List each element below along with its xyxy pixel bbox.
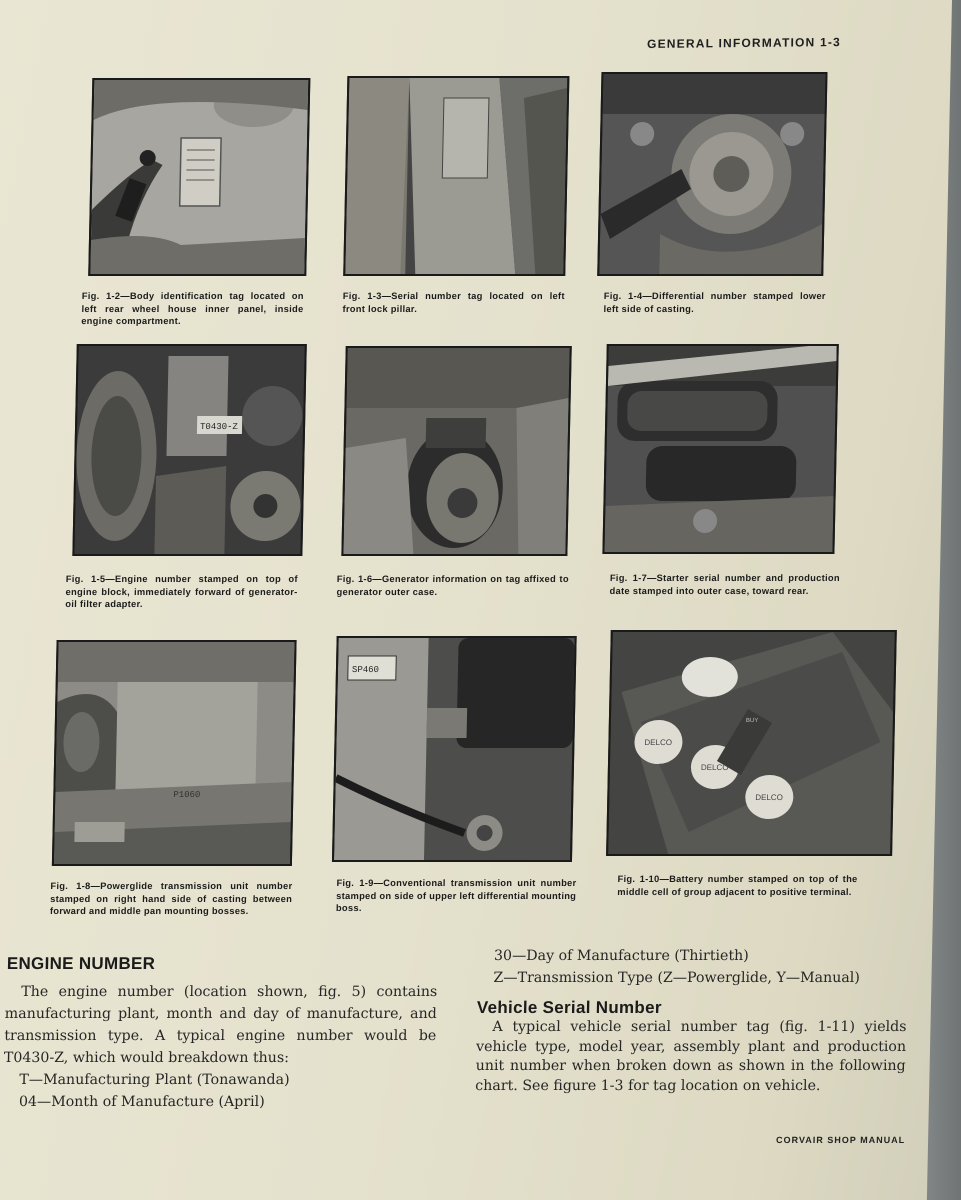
running-head: GENERAL INFORMATION 1-3 [647, 34, 842, 52]
differential-photo [599, 74, 825, 274]
figure-1-7-photo [602, 344, 838, 554]
engine-number-body-continued [493, 945, 914, 989]
battery-label-4: BUY [745, 718, 759, 724]
figure-1-9-photo [332, 636, 577, 862]
battery-label-2: DELCO [700, 763, 729, 772]
figure-1-10-photo [606, 630, 897, 856]
figure-1-6-caption: Fig. 1-6—Generator information on tag affixed to generator outer case. [336, 574, 569, 597]
figure-1-3-photo [343, 76, 569, 276]
running-foot: CORVAIR SHOP MANUAL [776, 1135, 906, 1145]
figure-1-4-photo [597, 72, 827, 276]
figure-1-2-photo [88, 78, 310, 276]
powerglide-photo [54, 642, 295, 864]
figure-1-2-caption: Fig. 1-2—Body identification tag located on left rear wheel house inner panel, inside engine compartment. [81, 291, 304, 326]
engine-number-item-month: 04—Month of Manufacture (April) [18, 1094, 265, 1110]
figure-1-5-photo [72, 344, 306, 556]
figure-1-3-caption: Fig. 1-3—Serial number tag located on left front lock pillar. [342, 291, 565, 314]
starter-photo [604, 346, 836, 552]
figure-1-8-photo [52, 640, 297, 866]
figure-1-8-caption: Fig. 1-8—Powerglide transmission unit number stamped on right hand side of casting between forward and middle pan mounting bosses. [49, 881, 293, 916]
engine-number-item-day: 30—Day of Manufacture (Thirtieth) [493, 948, 749, 964]
figure-1-5-caption: Fig. 1-5—Engine number stamped on top of engine block, immediately forward of generator-oil filter adapter. [65, 574, 298, 609]
battery-label-1: DELCO [644, 738, 673, 747]
engine-number-body [3, 981, 438, 1113]
battery-photo [608, 632, 895, 854]
figure-1-9-caption: Fig. 1-9—Conventional transmission unit number stamped on side of upper left differential mounting boss. [335, 878, 577, 913]
engine-number-item-transmission: Z—Transmission Type (Z—Powerglide, Y—Manual) [493, 970, 861, 986]
vehicle-serial-paragraph: A typical vehicle serial number tag (fig. 1-11) yields vehicle type, model year, assembly plant and production unit number when broken down as shown in the following chart. See figure 1-3 for tag location on vehicle. [475, 1019, 907, 1094]
engine-block-photo [74, 346, 304, 554]
figure-1-6-photo [341, 346, 571, 556]
engine-number-item-plant: T—Manufacturing Plant (Tonawanda) [19, 1072, 290, 1088]
conventional-transmission-photo [334, 638, 575, 860]
vehicle-serial-body [475, 1018, 907, 1096]
figure-1-7-caption: Fig. 1-7—Starter serial number and production date stamped into outer case, toward rear. [609, 573, 840, 596]
generator-photo [343, 348, 569, 554]
engine-number-stamp: T0430-Z [199, 422, 238, 432]
figure-1-10-caption: Fig. 1-10—Battery number stamped on top of the middle cell of group adjacent to positive terminal. [617, 874, 858, 897]
battery-label-3: DELCO [755, 793, 783, 802]
serial-number-tag: SP460 [351, 665, 380, 675]
body-tag-photo [90, 80, 308, 274]
engine-number-heading: ENGINE NUMBER [6, 954, 156, 973]
engine-number-paragraph: The engine number (location shown, fig. 5) contains manufacturing plant, month and day of manufacture, and transmission type. A typical engine number would be T0430-Z, which would breakdown thus: [3, 984, 438, 1066]
vehicle-serial-heading: Vehicle Serial Number [476, 998, 662, 1017]
transmission-number-stamp: P1060 [173, 790, 201, 800]
figure-1-4-caption: Fig. 1-4—Differential number stamped lower left side of casting. [603, 291, 826, 314]
lock-pillar-photo [345, 78, 567, 274]
